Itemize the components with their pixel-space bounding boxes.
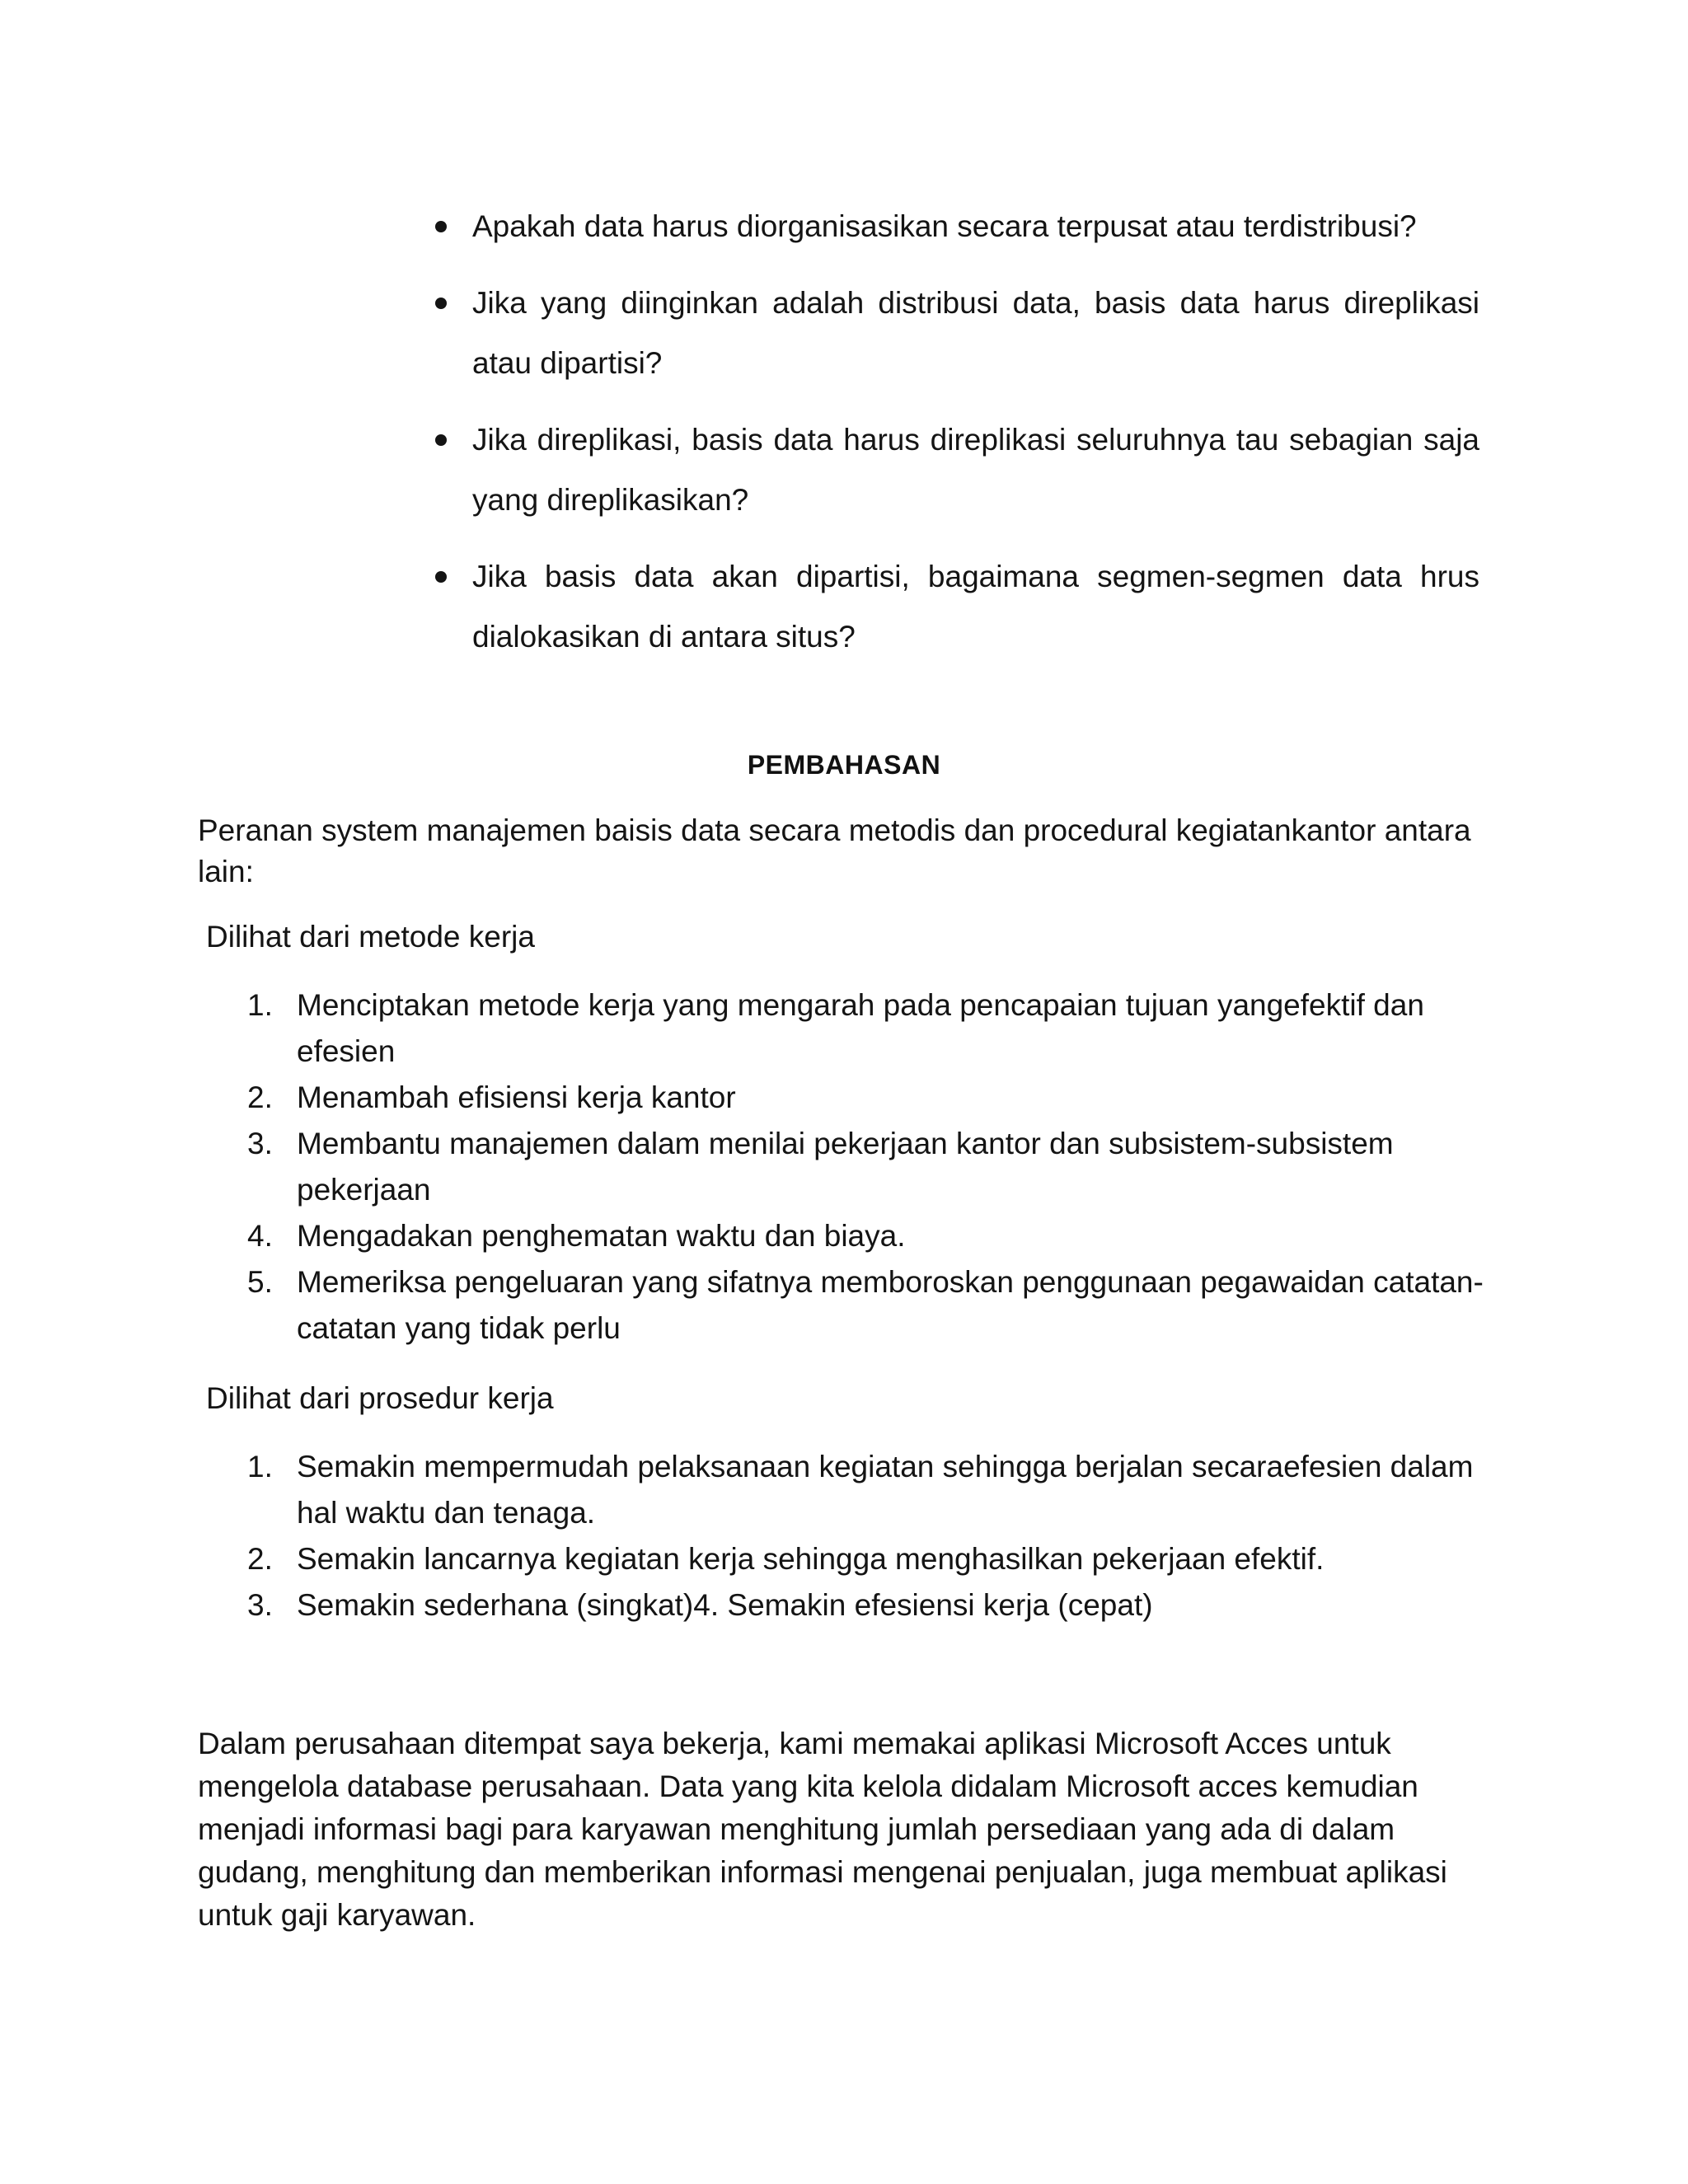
- bullet-item: [433, 546, 1479, 667]
- list-item: [247, 1444, 1484, 1536]
- subheading-prosedur-kerja: Dilihat dari prosedur kerja: [206, 1381, 554, 1415]
- bullet-text: Jika yang diinginkan adalah distribusi data, basis data harus direplikasi atau dipartisi?: [472, 286, 1479, 380]
- list-number: 2.: [247, 1080, 273, 1114]
- numbered-list-prosedur: [247, 1444, 1484, 1629]
- intro-paragraph: Peranan system manajemen baisis data secara metodis dan procedural kegiatankantor antara lain:: [198, 813, 1471, 888]
- closing-paragraph: Dalam perusahaan ditempat saya bekerja, kami memakai aplikasi Microsoft Acces untuk mengelola database perusahaan. Data yang kita kelola didalam Microsoft acces kemudian menjadi informasi bagi para karyawan menghitung jumlah persediaan yang ada di dalam gudang, menghitung dan memberikan informasi mengenai penjualan, juga membuat aplikasi untuk gaji karyawan.: [198, 1727, 1447, 1932]
- numbered-list-metode: [247, 982, 1484, 1352]
- list-text: Semakin lancarnya kegiatan kerja sehingga menghasilkan pekerjaan efektif.: [297, 1542, 1325, 1576]
- list-text: Menciptakan metode kerja yang mengarah pada pencapaian tujuan yangefektif dan efesien: [297, 988, 1424, 1068]
- list-item: [247, 1075, 1484, 1121]
- list-text: Memeriksa pengeluaran yang sifatnya memboroskan penggunaan pegawaidan catatan-catatan yang tidak perlu: [297, 1265, 1484, 1345]
- list-item: [247, 982, 1484, 1075]
- bullet-item: [433, 196, 1479, 256]
- list-number: 1.: [247, 1450, 273, 1483]
- section-heading: PEMBAHASAN: [747, 750, 941, 780]
- bullet-dot-icon: [433, 273, 449, 333]
- bullet-text: Jika basis data akan dipartisi, bagaimana segmen-segmen data hrus dialokasikan di antara situs?: [472, 560, 1479, 654]
- bullet-dot-icon: [433, 410, 449, 470]
- list-item: [247, 1582, 1484, 1629]
- list-number: 3.: [247, 1588, 273, 1622]
- list-text: Membantu manajemen dalam menilai pekerjaan kantor dan subsistem-subsistem pekerjaan: [297, 1127, 1394, 1207]
- list-number: 3.: [247, 1127, 273, 1160]
- bullet-item: [433, 273, 1479, 393]
- bullet-dot-icon: [433, 546, 449, 607]
- list-text: Mengadakan penghematan waktu dan biaya.: [297, 1219, 906, 1253]
- list-text: Semakin mempermudah pelaksanaan kegiatan sehingga berjalan secaraefesien dalam hal waktu dan tenaga.: [297, 1450, 1474, 1530]
- list-text: Menambah efisiensi kerja kantor: [297, 1080, 736, 1114]
- list-item: [247, 1259, 1484, 1352]
- list-number: 1.: [247, 988, 273, 1022]
- list-text: Semakin sederhana (singkat)4. Semakin efesiensi kerja (cepat): [297, 1588, 1153, 1622]
- bullet-item: [433, 410, 1479, 530]
- list-number: 2.: [247, 1542, 273, 1576]
- list-item: [247, 1121, 1484, 1213]
- bullet-text: Jika direplikasi, basis data harus direplikasi seluruhnya tau sebagian saja yang direplikasikan?: [472, 423, 1479, 517]
- list-number: 4.: [247, 1219, 273, 1253]
- bullet-text: Apakah data harus diorganisasikan secara terpusat atau terdistribusi?: [472, 209, 1417, 243]
- list-item: [247, 1213, 1484, 1259]
- subheading-metode-kerja: Dilihat dari metode kerja: [206, 920, 535, 954]
- bullet-dot-icon: [433, 196, 449, 256]
- list-item: [247, 1536, 1484, 1582]
- bullet-list: [433, 196, 1479, 683]
- list-number: 5.: [247, 1265, 273, 1299]
